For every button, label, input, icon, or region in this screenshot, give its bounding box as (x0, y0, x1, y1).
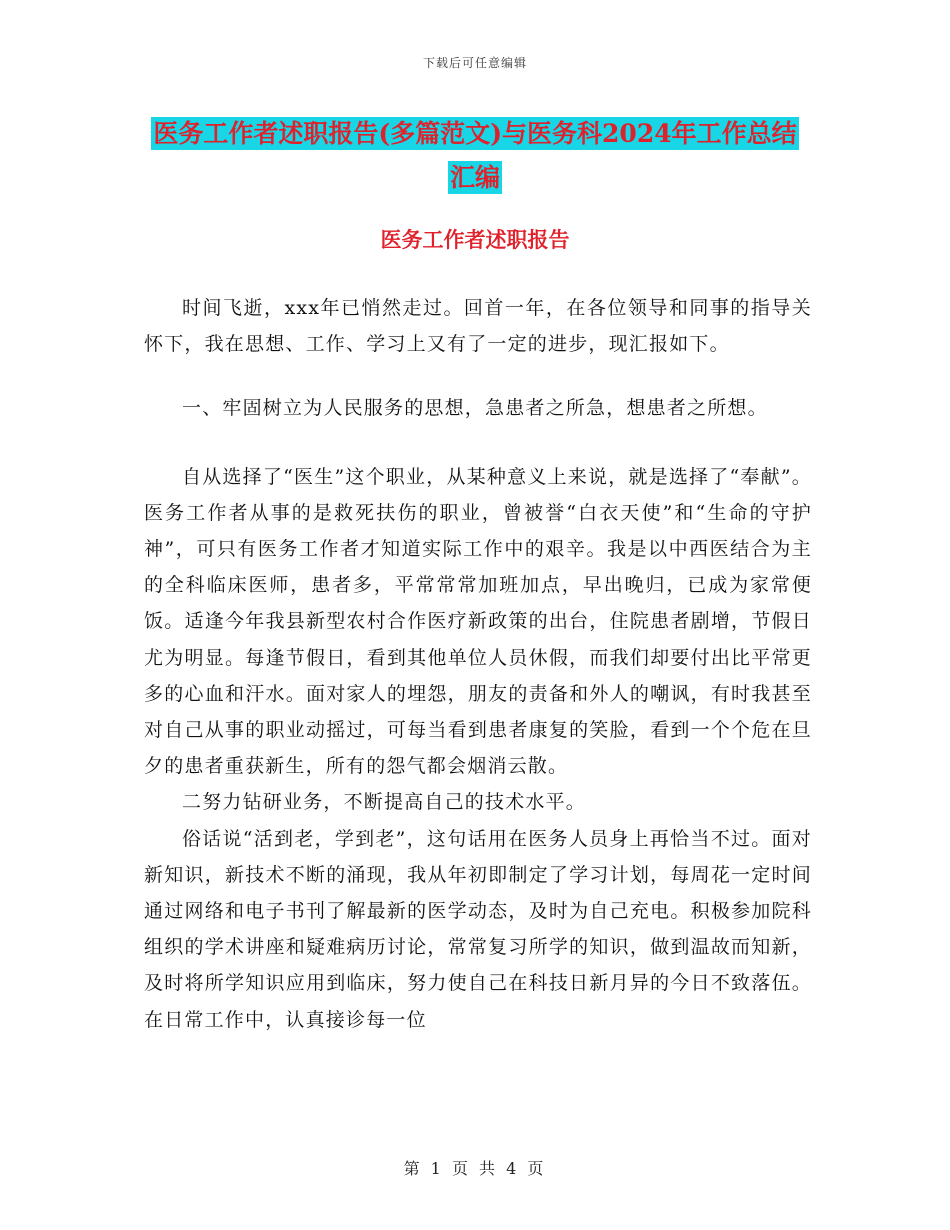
paragraph: 一、牢固树立为人民服务的思想，急患者之所急，想患者之所想。 (182, 397, 768, 420)
section-title: 医务工作者述职报告 (380, 227, 570, 252)
paragraph: 二努力钻研业务，不断提高自己的技术水平。 (182, 791, 587, 814)
paragraph: 俗话说“活到老，学到老”，这句话用在医务人员身上再恰当不过。面对新知识，新技术不断的涌现，我从年初即制定了学习计划，每周花一定时间通过网络和电子书刊了解最新的医学动态，及时为自己充电。积极参加院科组织的学术讲座和疑难病历讨论，常常复习所学的知识，做到温故而知新，及时将所学知识应用到临床，努力使自己在科技日新月异的今日不致落伍。在日常工作中，认真接诊每一位 (144, 827, 812, 1031)
document-title (140, 112, 810, 200)
header-note: 下载后可任意编辑 (422, 56, 527, 70)
paragraph: 时间飞逝，xxx年已悄然走过。回首一年，在各位领导和同事的指导关怀下，我在思想、工作、学习上又有了一定的进步，现汇报如下。 (144, 297, 812, 356)
document-body (144, 290, 812, 1038)
paragraph: 自从选择了“医生”这个职业，从某种意义上来说，就是选择了“奉献”。医务工作者从事的是救死扶伤的职业，曾被誉“白衣天使”和“生命的守护神”，可只有医务工作者才知道实际工作中的艰辛。我是以中西医结合为主的全科临床医师，患者多，平常常常加班加点，早出晚归，已成为家常便饭。适逢今年我县新型农村合作医疗新政策的出台，住院患者剧增，节假日尤为明显。每逢节假日，看到其他单位人员休假，而我们却要付出比平常更多的心血和汗水。面对家人的埋怨，朋友的责备和外人的嘲讽，有时我甚至对自己从事的职业动摇过，可每当看到患者康复的笑脸，看到一个个危在旦夕的患者重获新生，所有的怨气都会烟消云散。 (144, 465, 812, 778)
page-footer: 第 1 页 共 4 页 (403, 1159, 547, 1178)
document-title-text: 医务工作者述职报告(多篇范文)与医务科2024年工作总结汇编 (153, 119, 797, 192)
